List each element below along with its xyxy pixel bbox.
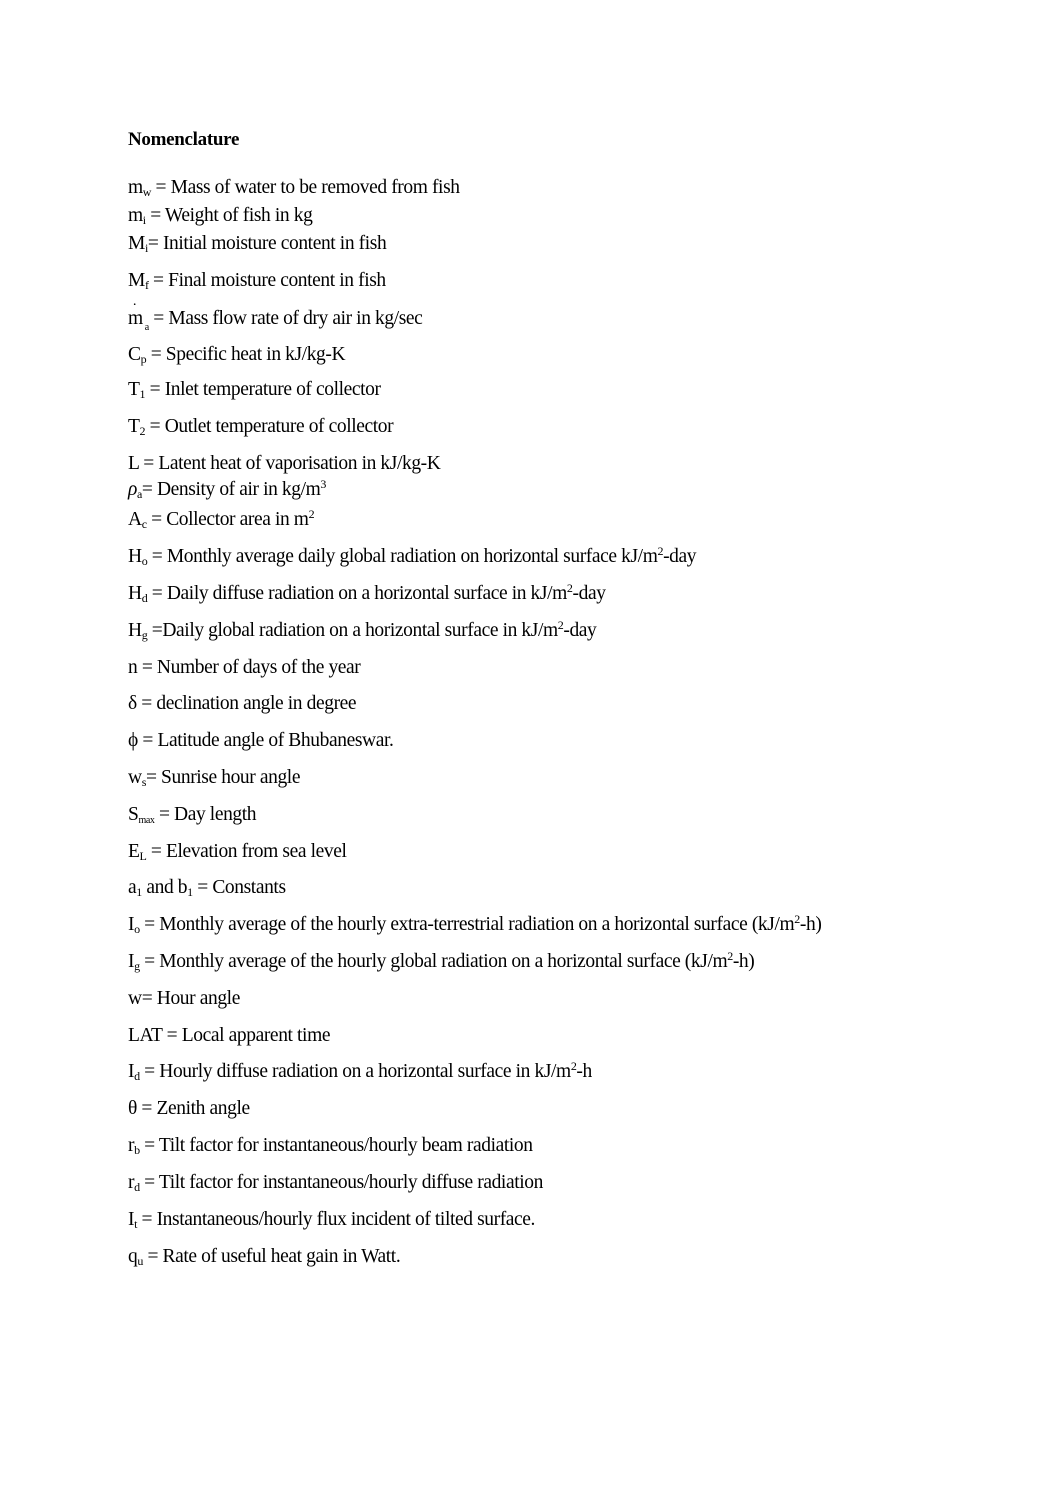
nomenclature-entry: $r_b$ = Tilt factor for instantaneous/hourly beam radiation xyxy=(128,1135,533,1157)
nomenclature-entry: $H_o$ = Monthly average daily global radiation on horizontal surface $kJ/m^2$-day xyxy=(128,544,697,568)
nomenclature-entry: $H_g$ =Daily global radiation on a horizontal surface in $kJ/m^2$-day xyxy=(128,618,597,642)
nomenclature-entry: w= Hour angle xyxy=(128,988,240,1009)
nomenclature-entry: $r_d$ = Tilt factor for instantaneous/hourly diffuse radiation xyxy=(128,1172,543,1194)
nomenclature-entry: n = Number of days of the year xyxy=(128,657,361,678)
nomenclature-entry: δ = declination angle in degree xyxy=(128,693,357,714)
nomenclature-entry: $m_i$ = Weight of fish in kg xyxy=(128,205,313,227)
nomenclature-entry: ϕ = Latitude angle of Bhubaneswar. xyxy=(128,730,394,751)
nomenclature-entry: $a_1$ and $b_1$ = Constants xyxy=(128,877,286,899)
nomenclature-entry: $M_f$ = Final moisture content in fish xyxy=(128,270,386,292)
nomenclature-entry: $m_w$ = Mass of water to be removed from fish xyxy=(128,177,460,199)
nomenclature-entry: $I_g$ = Monthly average of the hourly global radiation on a horizontal surface $(kJ/m^2-h)$ xyxy=(128,949,755,973)
nomenclature-entry: θ = Zenith angle xyxy=(128,1098,250,1119)
nomenclature-entry: $I_t$ = Instantaneous/hourly flux incident of tilted surface. xyxy=(128,1209,536,1231)
nomenclature-entry: $T_2$ = Outlet temperature of collector xyxy=(128,416,394,438)
mass-flow-symbol: ˙ m $_a$ xyxy=(128,307,149,331)
nomenclature-entry: $w_s=$ Sunrise hour angle xyxy=(128,767,301,789)
nomenclature-entry: $q_u$ = Rate of useful heat gain in Watt. xyxy=(128,1246,401,1268)
nomenclature-entry: ˙ m $_a$ = Mass flow rate of dry air in kg/sec xyxy=(128,307,422,331)
nomenclature-entry: $I_d$ = Hourly diffuse radiation on a horizontal surface in $kJ/m^2-h$ xyxy=(128,1059,592,1083)
nomenclature-entry: $S_{max}$ = Day length xyxy=(128,804,257,826)
nomenclature-entry: L = Latent heat of vaporisation in kJ/kg-K xyxy=(128,453,441,474)
nomenclature-entry: $I_o$ = Monthly average of the hourly extra-terrestrial radiation on a horizontal surface $(kJ/m^2-h)$ xyxy=(128,912,822,936)
nomenclature-entry: $M_i=$ Initial moisture content in fish xyxy=(128,233,387,255)
nomenclature-entry: $\rho_a=$ Density of air in $kg/m^3$ xyxy=(128,477,327,501)
section-title: Nomenclature xyxy=(128,129,240,150)
nomenclature-entry: $T_1$ = Inlet temperature of collector xyxy=(128,379,381,401)
nomenclature-entry: $H_d$ = Daily diffuse radiation on a horizontal surface in $kJ/m^2$-day xyxy=(128,581,606,605)
nomenclature-entry: LAT = Local apparent time xyxy=(128,1025,331,1046)
nomenclature-entry: $A_c$ = Collector area in $m^2$ xyxy=(128,507,315,531)
nomenclature-entry: $C_p$ = Specific heat in kJ/kg-K xyxy=(128,344,346,366)
nomenclature-entry: $E_L$ = Elevation from sea level xyxy=(128,841,347,863)
